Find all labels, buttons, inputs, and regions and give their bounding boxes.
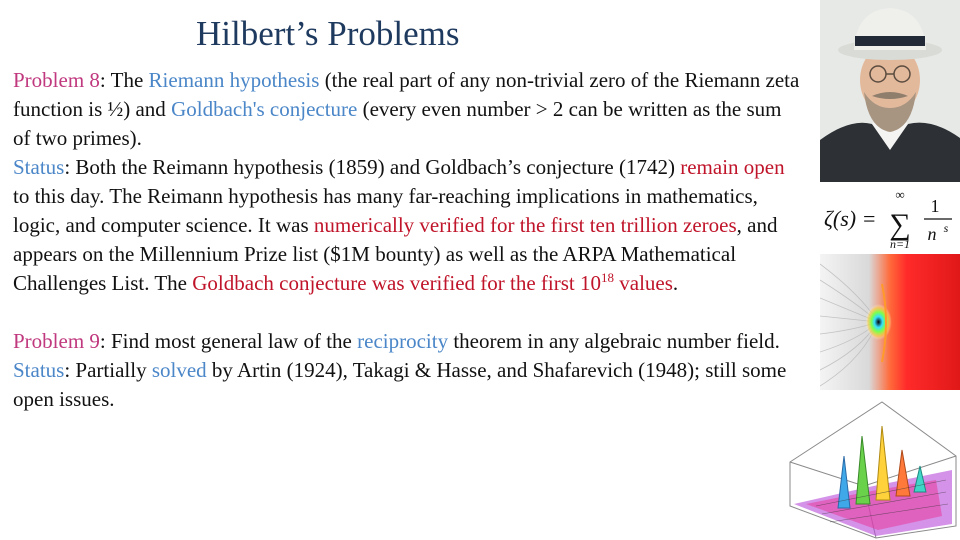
zeta-color-plot-icon: [820, 254, 960, 390]
problem-8-status-text-2: to this day. The Reimann hypothesis has many far-reaching implications in mathematics, logic, and computer science. It was: [13, 184, 758, 237]
problem-9-status-paragraph: [13, 356, 803, 414]
problem-8-text-3: (every even number > 2 can be written as the sum of two primes).: [13, 97, 782, 150]
problem-8-text-1: : The: [99, 68, 149, 92]
problem-8-status-text-1: : Both the Reimann hypothesis (1859) and Goldbach’s conjecture (1742): [64, 155, 681, 179]
problem-9-text-2: theorem in any algebraic number field.: [448, 329, 780, 353]
formula-denominator: n: [927, 224, 937, 244]
problem-8-text-2: (the real part of any non-trivial zero of the Riemann zeta function is ½) and: [13, 68, 800, 121]
slide-body: [13, 66, 803, 414]
problem-9-paragraph: [13, 327, 803, 356]
formula-numerator: 1: [930, 196, 940, 216]
reciprocity-link[interactable]: reciprocity: [357, 329, 449, 353]
zeta-formula: [820, 186, 960, 252]
problem-9-label: Problem 9: [13, 329, 100, 353]
problem-8-status-text-3: , and appears on the Millennium Prize list ($1M bounty) as well as the ARPA Mathematical Challenges List. The: [13, 213, 778, 295]
solved-link[interactable]: solved: [151, 358, 207, 382]
problem-9-status-label: Status: [13, 358, 65, 382]
problem-8-status-paragraph: [13, 153, 803, 298]
hilbert-portrait-icon: [820, 0, 960, 182]
formula-lower-limit: n=1: [889, 237, 911, 251]
paragraph-gap: [13, 298, 803, 327]
problem-8-label: Problem 8: [13, 68, 100, 92]
formula-upper-limit: ∞: [895, 187, 905, 202]
riemann-hypothesis-link[interactable]: Riemann hypothesis: [148, 68, 320, 92]
sigma-icon: ∑: [889, 208, 911, 241]
problem-8-status-text-4: .: [672, 271, 679, 295]
problem-9-text-1: : Find most general law of the: [99, 329, 358, 353]
goldbach-conjecture-link[interactable]: Goldbach's conjecture: [171, 97, 358, 121]
goldbach-verified-end: values: [614, 271, 673, 295]
zeta-surface-plot-icon: [786, 396, 960, 540]
problem-8-status-red-3: [192, 271, 673, 295]
problem-8-status-red-2: numerically verified for the first ten trillion zeroes: [313, 213, 737, 237]
problem-8-status-red-1: remain open: [680, 155, 785, 179]
problem-8-status-label: Status: [13, 155, 65, 179]
problem-9-status-text-1: : Partially: [64, 358, 152, 382]
goldbach-verified-text: Goldbach conjecture was verified for the first 10: [192, 271, 602, 295]
formula-exponent: s: [943, 221, 949, 235]
slide-title: Hilbert’s Problems: [196, 14, 460, 53]
problem-9-status-text-2: by Artin (1924), Takagi & Hasse, and Shafarevich (1948); still some open issues.: [13, 358, 787, 411]
problem-8-paragraph: [13, 66, 803, 153]
exponent-superscript: 18: [601, 270, 615, 285]
formula-lhs: ζ(s) =: [824, 206, 877, 231]
